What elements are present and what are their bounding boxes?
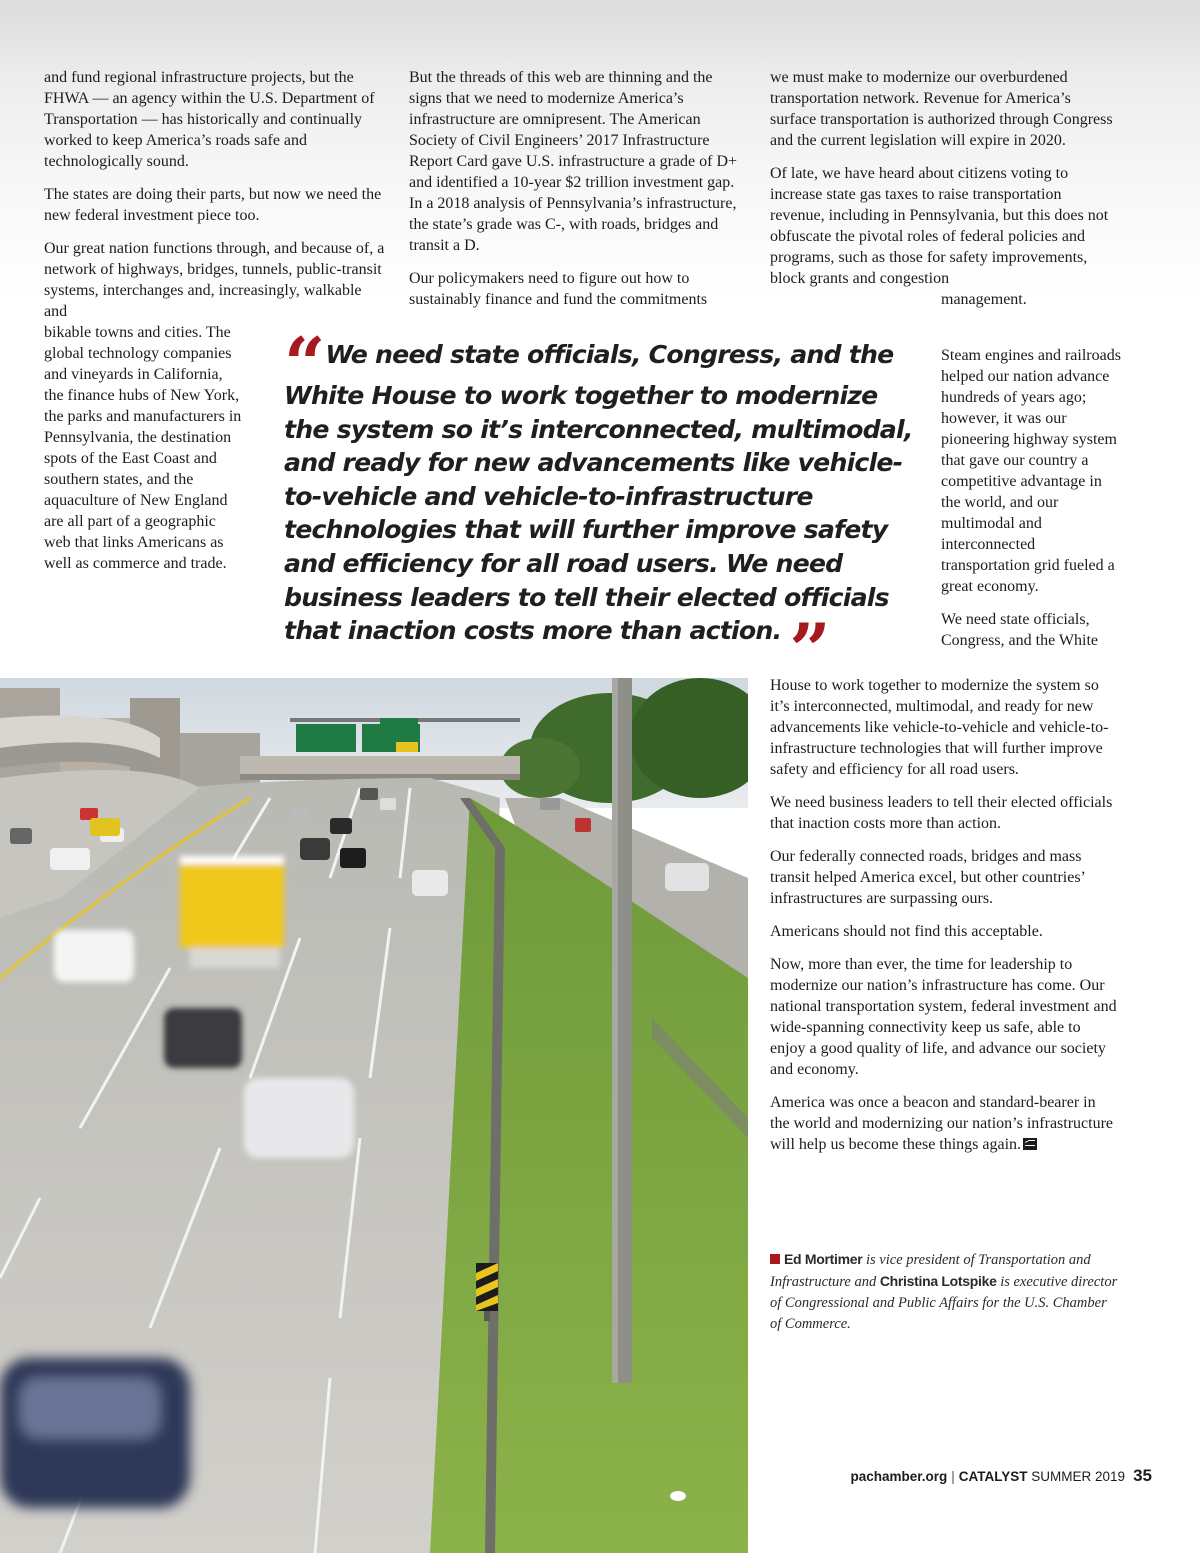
pull-quote bbox=[284, 321, 924, 693]
highway-traffic-photo bbox=[0, 678, 748, 1553]
paragraph-text: America was once a beacon and standard-bearer in the world and modernizing our nation’s infrastructure will help us become these things again. bbox=[770, 1094, 1114, 1153]
pull-quote-line: White House to work together to modernize bbox=[284, 381, 878, 410]
paragraph-continued bbox=[44, 322, 242, 574]
author-name-1: Ed Mortimer bbox=[784, 1251, 863, 1267]
article-column-2 bbox=[409, 67, 741, 322]
paragraph: House to work together to modernize the system so it’s interconnected, multimodal, and ready for new advancements like vehicle-to-vehicle and vehicle-to-infrastructure technologies that will further improve safety and efficiency for all road users. bbox=[770, 677, 1109, 778]
paragraph-text: Of late, we have heard about citizens voting to increase state gas taxes to raise transportation revenue, including in Pennsylvania, but this does not obfuscate the pivotal roles of federal policies and programs, such as those for safety improvements, block grants and congestion bbox=[770, 165, 1109, 287]
paragraph-text: Our great nation functions through, and because of, a network of highways, bridges, tunnels, public-transit systems, interchanges and, increasingly, walkable and bbox=[44, 240, 385, 320]
paragraph: Americans should not find this acceptable. bbox=[770, 923, 1043, 940]
bio-text: is executive director of Congressional and Public Affairs for the U.S. Chamber of Commerce. bbox=[770, 1274, 1118, 1332]
paragraph: Our federally connected roads, bridges and mass transit helped America excel, but other countries’ infrastructures are surpassing ours. bbox=[770, 848, 1085, 907]
author-bio bbox=[770, 1249, 1118, 1335]
footer-issue: SUMMER 2019 bbox=[1031, 1469, 1126, 1484]
close-quote-icon: ” bbox=[789, 607, 825, 693]
paragraph: Steam engines and railroads helped our nation advance hundreds of years ago; however, it was our pioneering highway system that gave our country a competitive advantage in the world, and our multimodal and interconnected transportation grid fueled a great economy. bbox=[941, 347, 1121, 595]
author-name-2: Christina Lotspike bbox=[879, 1273, 997, 1289]
paragraph: Our policymakers need to figure out how to sustainably finance and fund the commitments bbox=[409, 270, 708, 308]
article-column-5 bbox=[770, 675, 1118, 1167]
open-quote-icon: “ bbox=[284, 321, 320, 406]
highway-photo-icon bbox=[0, 678, 748, 1553]
footer-site: pachamber.org bbox=[850, 1469, 948, 1484]
article-column-3 bbox=[770, 67, 1118, 322]
pull-quote-line: and ready for new advancements like vehicle- bbox=[284, 448, 903, 478]
footer-magazine: CATALYST bbox=[958, 1469, 1028, 1484]
pull-quote-line: “ We need state officials, Congress, and the bbox=[284, 321, 894, 406]
paragraph bbox=[770, 1092, 1118, 1155]
pull-quote-line: technologies that will further improve safety bbox=[284, 515, 888, 545]
article-column-4 bbox=[941, 345, 1121, 651]
paragraph: Now, more than ever, the time for leadership to modernize our nation’s infrastructure has come. Our national transportation system, federal investment and wide-spanning connectivity keep us safe, able to enjoy a good quality of life, and advance our society and economy. bbox=[770, 956, 1117, 1078]
pull-quote-line: and efficiency for all road users. We need bbox=[284, 548, 843, 578]
paragraph-text-wrap: management. bbox=[941, 291, 1027, 308]
paragraph: We need state officials, Congress, and the White bbox=[941, 611, 1099, 649]
pull-quote-line: that inaction costs more than action. ” bbox=[284, 607, 825, 693]
paragraph-text: bikable towns and cities. The global technology companies and vineyards in California, the finance hubs of New York, the parks and manufacturers in Pennsylvania, the destination spots of the East Coast and southern states, and the aquaculture of New England are all part of a geographic web that links Americans as well as commerce and trade. bbox=[44, 324, 242, 572]
page-footer bbox=[830, 1466, 1152, 1486]
paragraph bbox=[44, 238, 386, 322]
paragraph: we must make to modernize our overburdened transportation network. Revenue for America’s surface transportation is authorized through Congress and the current legislation will expire in 2020. bbox=[770, 69, 1113, 149]
pull-quote-line: the system so it’s interconnected, multimodal, bbox=[284, 414, 913, 444]
footer-separator: | bbox=[951, 1469, 955, 1484]
paragraph: But the threads of this web are thinning and the signs that we need to modernize America’s infrastructure are omnipresent. The American Society of Civil Engineers’ 2017 Infrastructure Report Card gave U.S. infrastructure a grade of D+ and identified a 10-year $2 trillion investment gap. In a 2018 analysis of Pennsylvania’s infrastructure, the state’s grade was C-, with roads, bridges and transit a D. bbox=[409, 69, 738, 254]
bio-marker-icon bbox=[770, 1254, 780, 1264]
pull-quote-line: to-vehicle and vehicle-to-infrastructure bbox=[284, 481, 813, 511]
end-mark-icon bbox=[1023, 1138, 1037, 1150]
paragraph: The states are doing their parts, but now we need the new federal investment piece too. bbox=[44, 186, 382, 224]
pull-quote-line: business leaders to tell their elected officials bbox=[284, 582, 889, 612]
page-number: 35 bbox=[1133, 1466, 1152, 1485]
paragraph bbox=[770, 163, 1118, 310]
paragraph: We need business leaders to tell their elected officials that inaction costs more than action. bbox=[770, 794, 1113, 832]
bio-text: is vice president of Transportation and Infrastructure and bbox=[770, 1252, 1091, 1290]
paragraph: and fund regional infrastructure projects, but the FHWA — an agency within the U.S. Department of Transportation — has historically and continually worked to keep America’s roads safe and technologically sound. bbox=[44, 69, 375, 170]
